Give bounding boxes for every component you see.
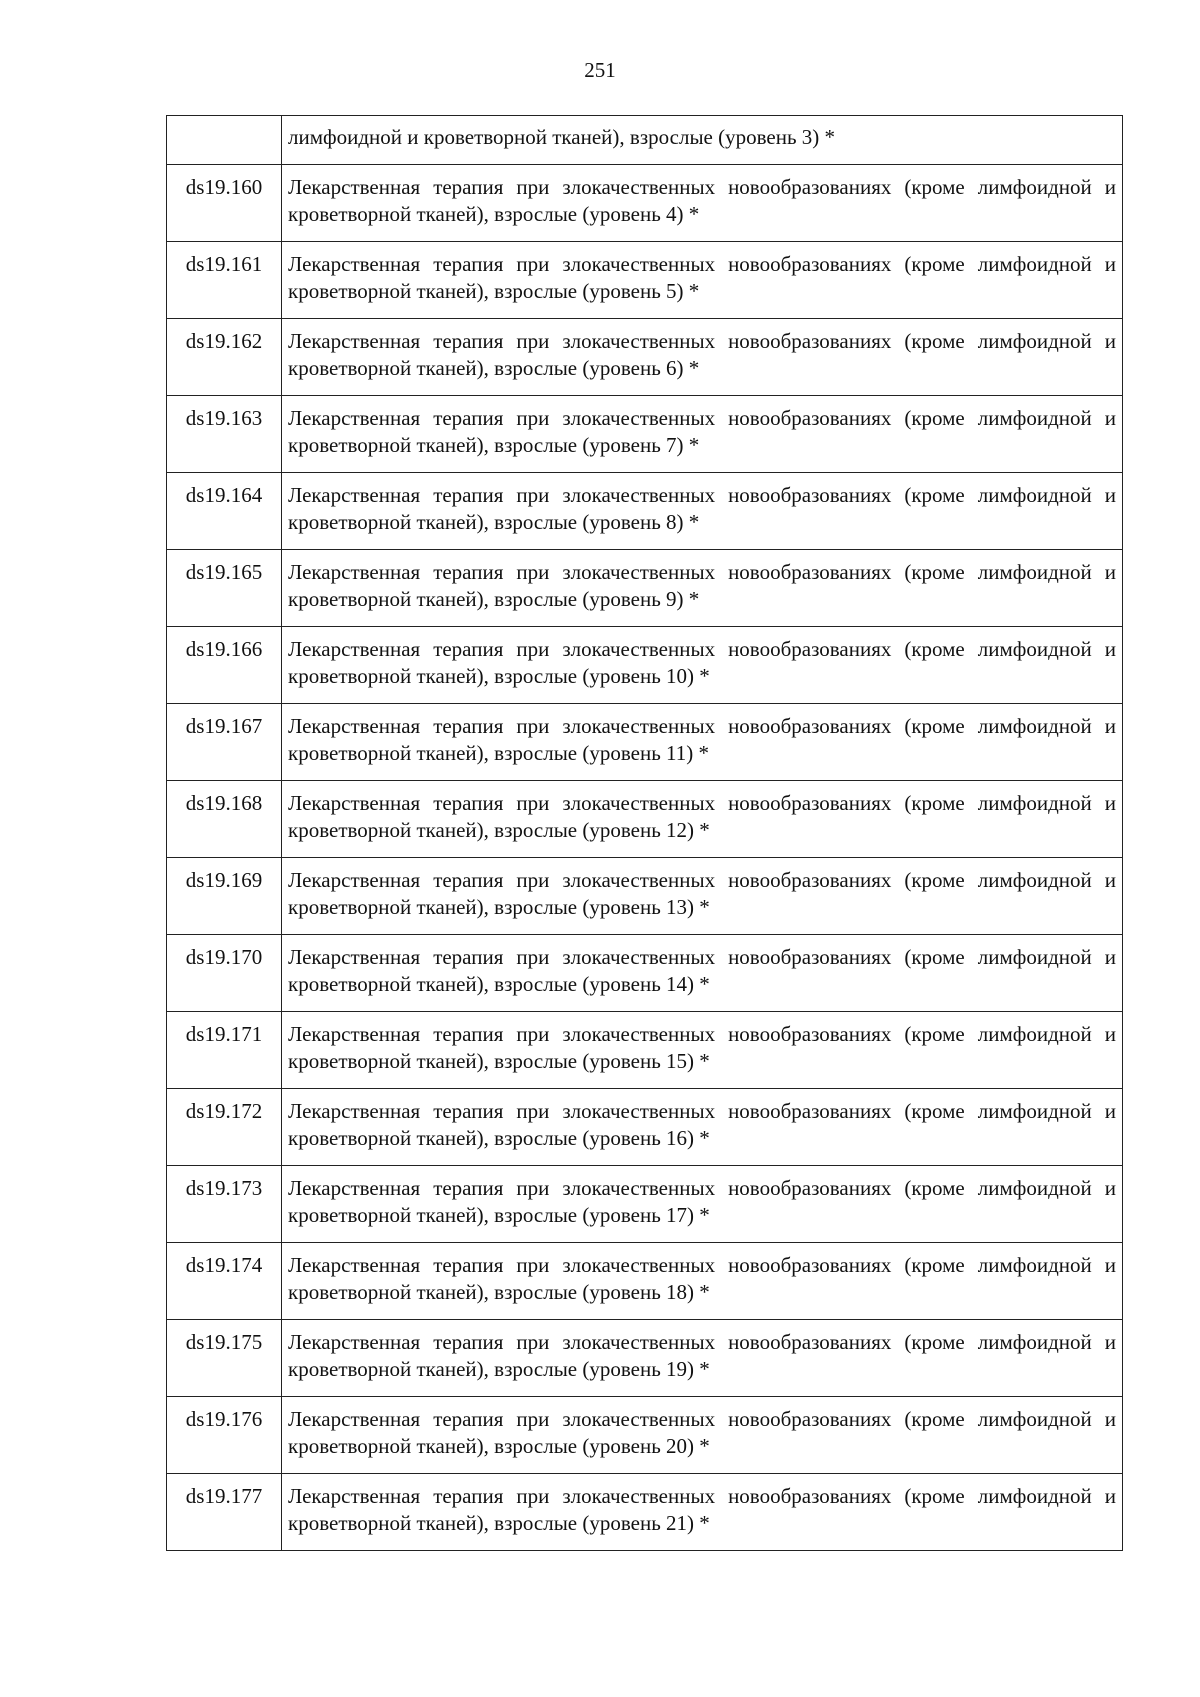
code-cell (167, 858, 282, 935)
description-cell (282, 550, 1123, 627)
description-cell (282, 116, 1123, 165)
description-text: Лекарственная терапия при злокачественных новообразованиях (кроме лимфоидной и кроветворной тканей), взрослые (уровень 8) * (288, 483, 1116, 534)
code-cell (167, 396, 282, 473)
code-text: ds19.162 (185, 329, 263, 353)
description-cell (282, 473, 1123, 550)
code-text: ds19.175 (185, 1330, 263, 1354)
description-text: Лекарственная терапия при злокачественных новообразованиях (кроме лимфоидной и кроветворной тканей), взрослые (уровень 16) * (288, 1099, 1116, 1150)
description-text: Лекарственная терапия при злокачественных новообразованиях (кроме лимфоидной и кроветворной тканей), взрослые (уровень 20) * (288, 1407, 1116, 1458)
code-text: ds19.177 (185, 1484, 263, 1508)
description-cell (282, 781, 1123, 858)
code-cell (167, 242, 282, 319)
description-cell (282, 935, 1123, 1012)
table-row (167, 1243, 1123, 1320)
code-text: ds19.173 (185, 1176, 263, 1200)
code-cell (167, 1474, 282, 1551)
description-text: Лекарственная терапия при злокачественных новообразованиях (кроме лимфоидной и кроветворной тканей), взрослые (уровень 21) * (288, 1484, 1116, 1535)
code-cell (167, 165, 282, 242)
code-cell (167, 1012, 282, 1089)
code-cell (167, 627, 282, 704)
code-cell (167, 1166, 282, 1243)
description-text: Лекарственная терапия при злокачественных новообразованиях (кроме лимфоидной и кроветворной тканей), взрослые (уровень 13) * (288, 868, 1116, 919)
description-text: Лекарственная терапия при злокачественных новообразованиях (кроме лимфоидной и кроветворной тканей), взрослые (уровень 7) * (288, 406, 1116, 457)
code-cell (167, 1089, 282, 1166)
code-text: ds19.172 (185, 1099, 263, 1123)
description-text: Лекарственная терапия при злокачественных новообразованиях (кроме лимфоидной и кроветворной тканей), взрослые (уровень 9) * (288, 560, 1116, 611)
description-text: Лекарственная терапия при злокачественных новообразованиях (кроме лимфоидной и кроветворной тканей), взрослые (уровень 14) * (288, 945, 1116, 996)
table-row (167, 165, 1123, 242)
table-row (167, 1397, 1123, 1474)
code-text: ds19.163 (185, 406, 263, 430)
description-text: Лекарственная терапия при злокачественных новообразованиях (кроме лимфоидной и кроветворной тканей), взрослые (уровень 6) * (288, 329, 1116, 380)
description-text: Лекарственная терапия при злокачественных новообразованиях (кроме лимфоидной и кроветворной тканей), взрослые (уровень 5) * (288, 252, 1116, 303)
code-cell (167, 781, 282, 858)
table-row (167, 858, 1123, 935)
description-text: Лекарственная терапия при злокачественных новообразованиях (кроме лимфоидной и кроветворной тканей), взрослые (уровень 19) * (288, 1330, 1116, 1381)
code-text: ds19.174 (185, 1253, 263, 1277)
code-cell (167, 1397, 282, 1474)
description-text: Лекарственная терапия при злокачественных новообразованиях (кроме лимфоидной и кроветворной тканей), взрослые (уровень 10) * (288, 637, 1116, 688)
code-text: ds19.160 (185, 175, 263, 199)
code-text: ds19.169 (185, 868, 263, 892)
table-row (167, 1320, 1123, 1397)
table-row (167, 473, 1123, 550)
description-cell (282, 858, 1123, 935)
table-row (167, 550, 1123, 627)
description-text: Лекарственная терапия при злокачественных новообразованиях (кроме лимфоидной и кроветворной тканей), взрослые (уровень 17) * (288, 1176, 1116, 1227)
table-row (167, 1474, 1123, 1551)
description-text: Лекарственная терапия при злокачественных новообразованиях (кроме лимфоидной и кроветворной тканей), взрослые (уровень 12) * (288, 791, 1116, 842)
code-cell (167, 935, 282, 1012)
description-cell (282, 242, 1123, 319)
description-text: Лекарственная терапия при злокачественных новообразованиях (кроме лимфоидной и кроветворной тканей), взрослые (уровень 18) * (288, 1253, 1116, 1304)
description-cell (282, 1012, 1123, 1089)
description-text: Лекарственная терапия при злокачественных новообразованиях (кроме лимфоидной и кроветворной тканей), взрослые (уровень 4) * (288, 175, 1116, 226)
table-row (167, 704, 1123, 781)
description-text: Лекарственная терапия при злокачественных новообразованиях (кроме лимфоидной и кроветворной тканей), взрослые (уровень 11) * (288, 714, 1116, 765)
description-cell (282, 1320, 1123, 1397)
code-text: ds19.168 (185, 791, 263, 815)
code-cell (167, 319, 282, 396)
description-cell (282, 1474, 1123, 1551)
table-row (167, 319, 1123, 396)
description-cell (282, 396, 1123, 473)
codes-table-body (167, 116, 1123, 1551)
code-text: ds19.164 (185, 483, 263, 507)
code-text: ds19.176 (185, 1407, 263, 1431)
code-text: ds19.161 (185, 252, 263, 276)
description-text: лимфоидной и кроветворной тканей), взрослые (уровень 3) * (288, 125, 836, 149)
description-cell (282, 1243, 1123, 1320)
codes-table (166, 115, 1123, 1551)
table-row (167, 1166, 1123, 1243)
code-cell (167, 1243, 282, 1320)
description-cell (282, 1089, 1123, 1166)
table-row (167, 242, 1123, 319)
code-cell (167, 473, 282, 550)
description-cell (282, 1397, 1123, 1474)
table-row (167, 935, 1123, 1012)
description-text: Лекарственная терапия при злокачественных новообразованиях (кроме лимфоидной и кроветворной тканей), взрослые (уровень 15) * (288, 1022, 1116, 1073)
code-cell (167, 116, 282, 165)
code-text: ds19.170 (185, 945, 263, 969)
table-row (167, 627, 1123, 704)
table-row (167, 396, 1123, 473)
description-cell (282, 627, 1123, 704)
table-row (167, 1012, 1123, 1089)
page-number: 251 (584, 58, 616, 82)
code-text: ds19.166 (185, 637, 263, 661)
table-row (167, 1089, 1123, 1166)
code-text: ds19.165 (185, 560, 263, 584)
continuation-row (167, 116, 1123, 165)
code-text: ds19.171 (185, 1022, 263, 1046)
table-row (167, 781, 1123, 858)
description-cell (282, 1166, 1123, 1243)
description-cell (282, 319, 1123, 396)
code-text: ds19.167 (185, 714, 263, 738)
code-text (167, 116, 281, 125)
code-cell (167, 550, 282, 627)
code-cell (167, 704, 282, 781)
description-cell (282, 704, 1123, 781)
code-cell (167, 1320, 282, 1397)
description-cell (282, 165, 1123, 242)
